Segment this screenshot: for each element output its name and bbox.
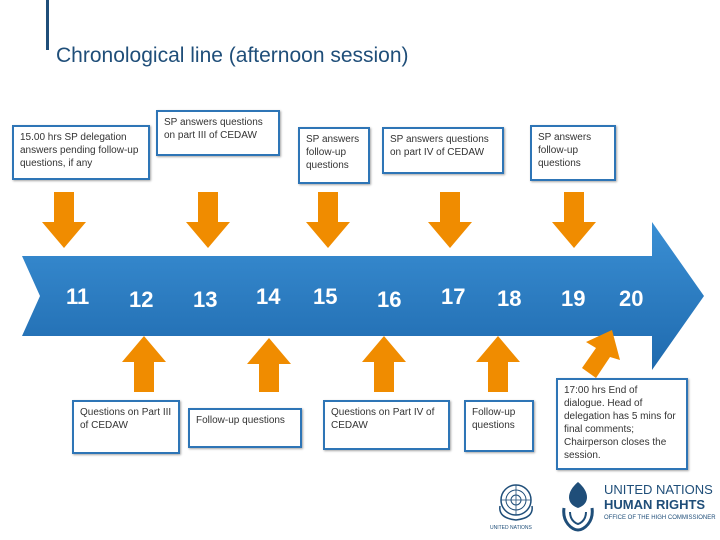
down-arrow-2 [186, 192, 230, 248]
day-number: 18 [497, 286, 522, 311]
hr-logo-line-2: HUMAN RIGHTS [604, 497, 706, 512]
up-arrow-2 [247, 338, 291, 392]
down-arrow-5 [552, 192, 596, 248]
bottom-box-4: Follow-up questions [464, 400, 534, 452]
bottom-box-2: Follow-up questions [188, 408, 302, 448]
up-arrow-5 [582, 330, 620, 378]
down-arrow-1 [42, 192, 86, 248]
up-arrow-1 [122, 336, 166, 392]
top-box-1: 15.00 hrs SP delegation answers pending follow-up questions, if any [12, 125, 150, 180]
un-emblem-icon [494, 480, 538, 524]
day-number: 17 [441, 284, 466, 309]
day-number: 14 [256, 284, 281, 309]
human-rights-logo-icon [556, 478, 600, 534]
day-number: 13 [193, 287, 218, 312]
top-box-4: SP answers questions on part IV of CEDAW [382, 127, 504, 174]
page-title: Chronological line (afternoon session) [56, 44, 409, 67]
down-arrow-3 [306, 192, 350, 248]
un-caption: UNITED NATIONS [490, 525, 532, 531]
hr-logo-line-1: UNITED NATIONS [604, 482, 713, 497]
day-number: 11 [66, 284, 90, 309]
bottom-box-5: 17:00 hrs End of dialogue. Head of delegation has 5 mins for final comments; Chairperson closes the session. [556, 378, 688, 470]
down-arrow-4 [428, 192, 472, 248]
day-number: 16 [377, 287, 402, 312]
bottom-box-3: Questions on Part IV of CEDAW [323, 400, 450, 450]
day-number: 19 [561, 286, 586, 311]
hr-logo-line-3: OFFICE OF THE HIGH COMMISSIONER [604, 515, 716, 521]
day-number: 15 [313, 284, 338, 309]
top-box-2: SP answers questions on part III of CEDAW [156, 110, 280, 156]
up-arrow-4 [476, 336, 520, 392]
bottom-box-1: Questions on Part III of CEDAW [72, 400, 180, 454]
top-box-3: SP answers follow-up questions [298, 127, 370, 184]
top-box-5: SP answers follow-up questions [530, 125, 616, 181]
up-arrow-3 [362, 336, 406, 392]
day-number: 12 [129, 287, 154, 312]
day-number: 20 [619, 286, 644, 311]
